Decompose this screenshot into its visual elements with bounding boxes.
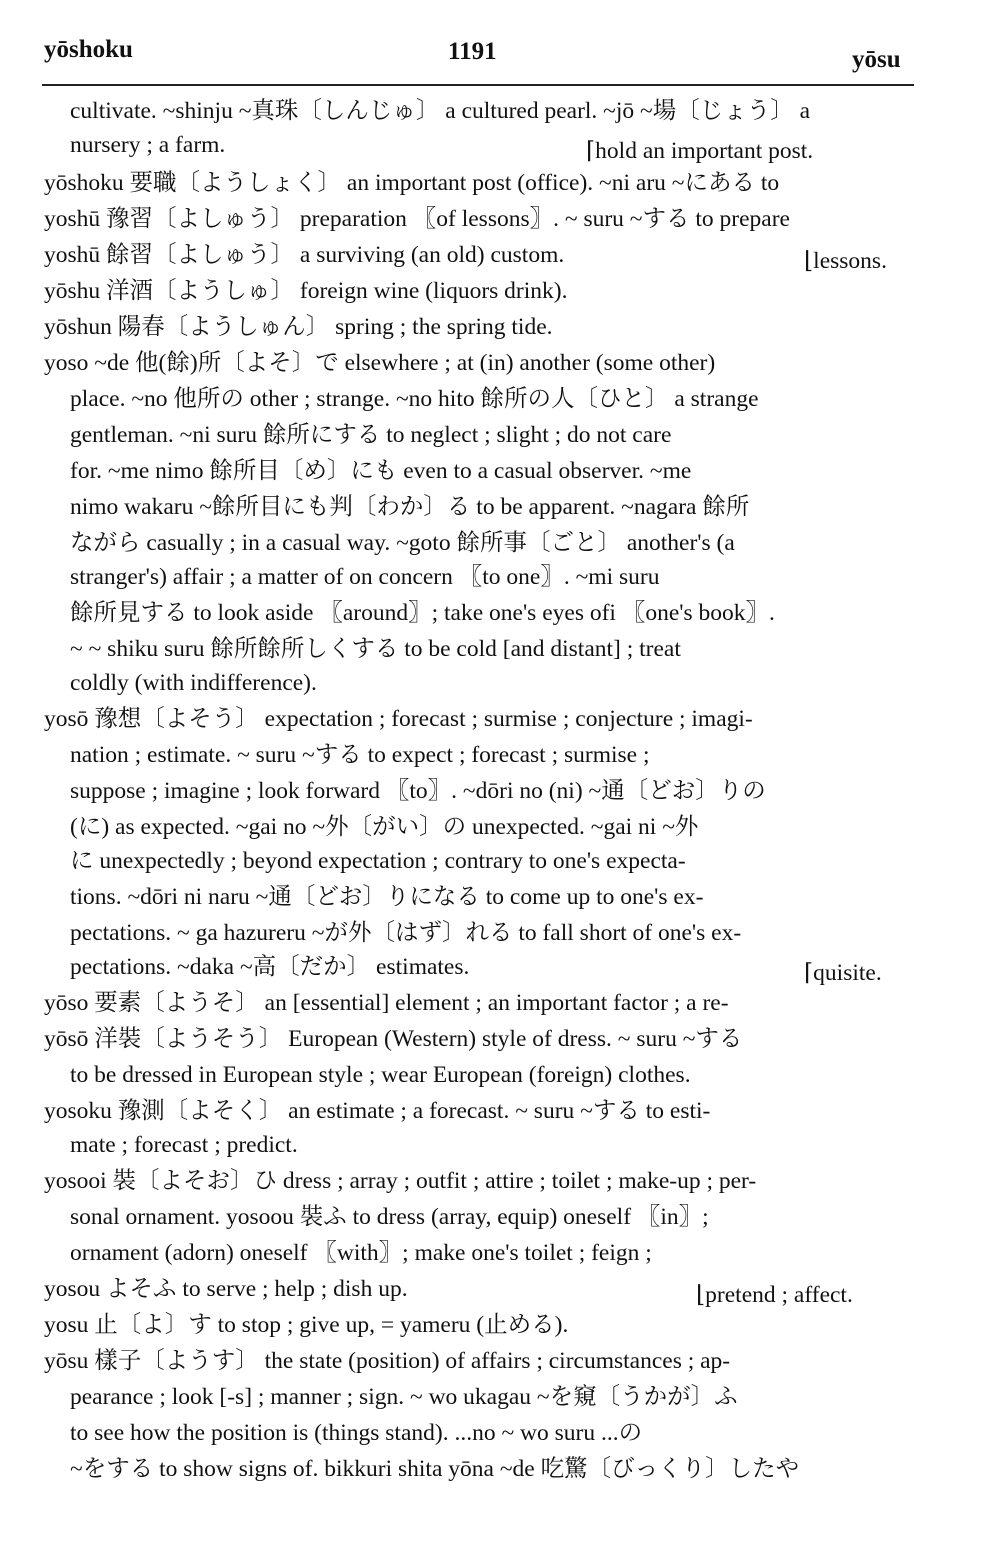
entry-line: yoso ~de 他(餘)所〔よそ〕で elsewhere ; at (in) another (some other) xyxy=(44,350,716,376)
entry-line: に unexpectedly ; beyond expectation ; contrary to one's expecta- xyxy=(70,848,686,874)
entry-line: stranger's) affair ; a matter of on concern 〖to one〗. ~mi suru xyxy=(70,564,660,590)
entry-line: yōshun 陽春〔ようしゅん〕 spring ; the spring tide. xyxy=(44,314,553,340)
entry-line: nation ; estimate. ~ suru ~する to expect ; forecast ; surmise ; xyxy=(70,742,650,768)
entry-line: ⌊lessons. xyxy=(804,248,887,274)
entry-line: yōshoku 要職〔ようしょく〕 an important post (office). ~ni aru ~にある to xyxy=(44,170,780,196)
entry-line: yoshū 餘習〔よしゅう〕 a surviving (an old) custom. xyxy=(44,242,565,268)
entry-line: ながら casually ; in a casual way. ~goto 餘所事〔ごと〕 another's (a xyxy=(70,530,735,556)
entry-line: yosu 止〔よ〕す to stop ; give up, = yameru (止める). xyxy=(44,1312,569,1338)
entry-line: nursery ; a farm. xyxy=(70,132,226,158)
running-head-right: yōsu xyxy=(852,46,901,73)
entry-line: ~をする to show signs of. bikkuri shita yōna ~de 吃驚〔びっくり〕したや xyxy=(70,1456,800,1482)
entry-line: yosooi 裝〔よそお〕ひ dress ; array ; outfit ; attire ; toilet ; make-up ; per- xyxy=(44,1168,757,1194)
entry-line: for. ~me nimo 餘所目〔め〕にも even to a casual observer. ~me xyxy=(70,458,692,484)
entry-line: nimo wakaru ~餘所目にも判〔わか〕る to be apparent. ~nagara 餘所 xyxy=(70,494,750,520)
entry-line: yosoku 豫測〔よそく〕 an estimate ; a forecast. ~ suru ~する to esti- xyxy=(44,1098,711,1124)
running-head-left: yōshoku xyxy=(44,36,133,63)
entry-line: ⌈hold an important post. xyxy=(586,138,814,164)
entry-line: ⌈quisite. xyxy=(804,960,882,986)
header-rule xyxy=(42,84,914,86)
entry-line: coldly (with indifference). xyxy=(70,670,317,696)
entry-line: pectations. ~daka ~高〔だか〕 estimates. xyxy=(70,954,470,980)
entry-line: gentleman. ~ni suru 餘所にする to neglect ; slight ; do not care xyxy=(70,422,672,448)
entry-line: tions. ~dōri ni naru ~通〔どお〕りになる to come up to one's ex- xyxy=(70,884,704,910)
entry-line: yoshū 豫習〔よしゅう〕 preparation 〖of lessons〗. ~ suru ~する to prepare xyxy=(44,206,790,232)
entry-line: ~ ~ shiku suru 餘所餘所しくする to be cold [and distant] ; treat xyxy=(70,636,681,662)
entry-line: suppose ; imagine ; look forward 〖to〗. ~dōri no (ni) ~通〔どお〕りの xyxy=(70,778,766,804)
entry-line: yosou よそふ to serve ; help ; dish up. xyxy=(44,1276,408,1302)
entry-line: pearance ; look [-s] ; manner ; sign. ~ wo ukagau ~を窺〔うかが〕ふ xyxy=(70,1384,738,1410)
entry-line: place. ~no 他所の other ; strange. ~no hito 餘所の人〔ひと〕 a strange xyxy=(70,386,759,412)
entry-line: yōsu 樣子〔ようす〕 the state (position) of affairs ; circumstances ; ap- xyxy=(44,1348,731,1374)
entry-line: ⌊pretend ; affect. xyxy=(696,1282,853,1308)
entry-line: 餘所見する to look aside 〖around〗; take one's eyes ofi 〖one's book〗. xyxy=(70,600,775,626)
entry-line: ornament (adorn) oneself 〖with〗; make one's toilet ; feign ; xyxy=(70,1240,652,1266)
entry-line: yōshu 洋酒〔ようしゅ〕 foreign wine (liquors drink). xyxy=(44,278,568,304)
entry-line: pectations. ~ ga hazureru ~が外〔はず〕れる to fall short of one's ex- xyxy=(70,920,742,946)
entry-line: yosō 豫想〔よそう〕 expectation ; forecast ; surmise ; conjecture ; imagi- xyxy=(44,706,753,732)
entry-line: to be dressed in European style ; wear European (foreign) clothes. xyxy=(70,1062,691,1088)
entry-line: to see how the position is (things stand). ...no ~ wo suru ...の xyxy=(70,1420,643,1446)
page-number: 1191 xyxy=(448,38,497,65)
entry-line: cultivate. ~shinju ~真珠〔しんじゅ〕 a cultured pearl. ~jō ~場〔じょう〕 a xyxy=(70,98,811,124)
entry-line: yōsō 洋裝〔ようそう〕 European (Western) style of dress. ~ suru ~する xyxy=(44,1026,743,1052)
entry-line: sonal ornament. yosoou 裝ふ to dress (array, equip) oneself 〖in〗; xyxy=(70,1204,709,1230)
entry-line: mate ; forecast ; predict. xyxy=(70,1132,298,1158)
entry-line: (に) as expected. ~gai no ~外〔がい〕の unexpected. ~gai ni ~外 xyxy=(70,814,699,840)
entry-line: yōso 要素〔ようそ〕 an [essential] element ; an important factor ; a re- xyxy=(44,990,729,1016)
